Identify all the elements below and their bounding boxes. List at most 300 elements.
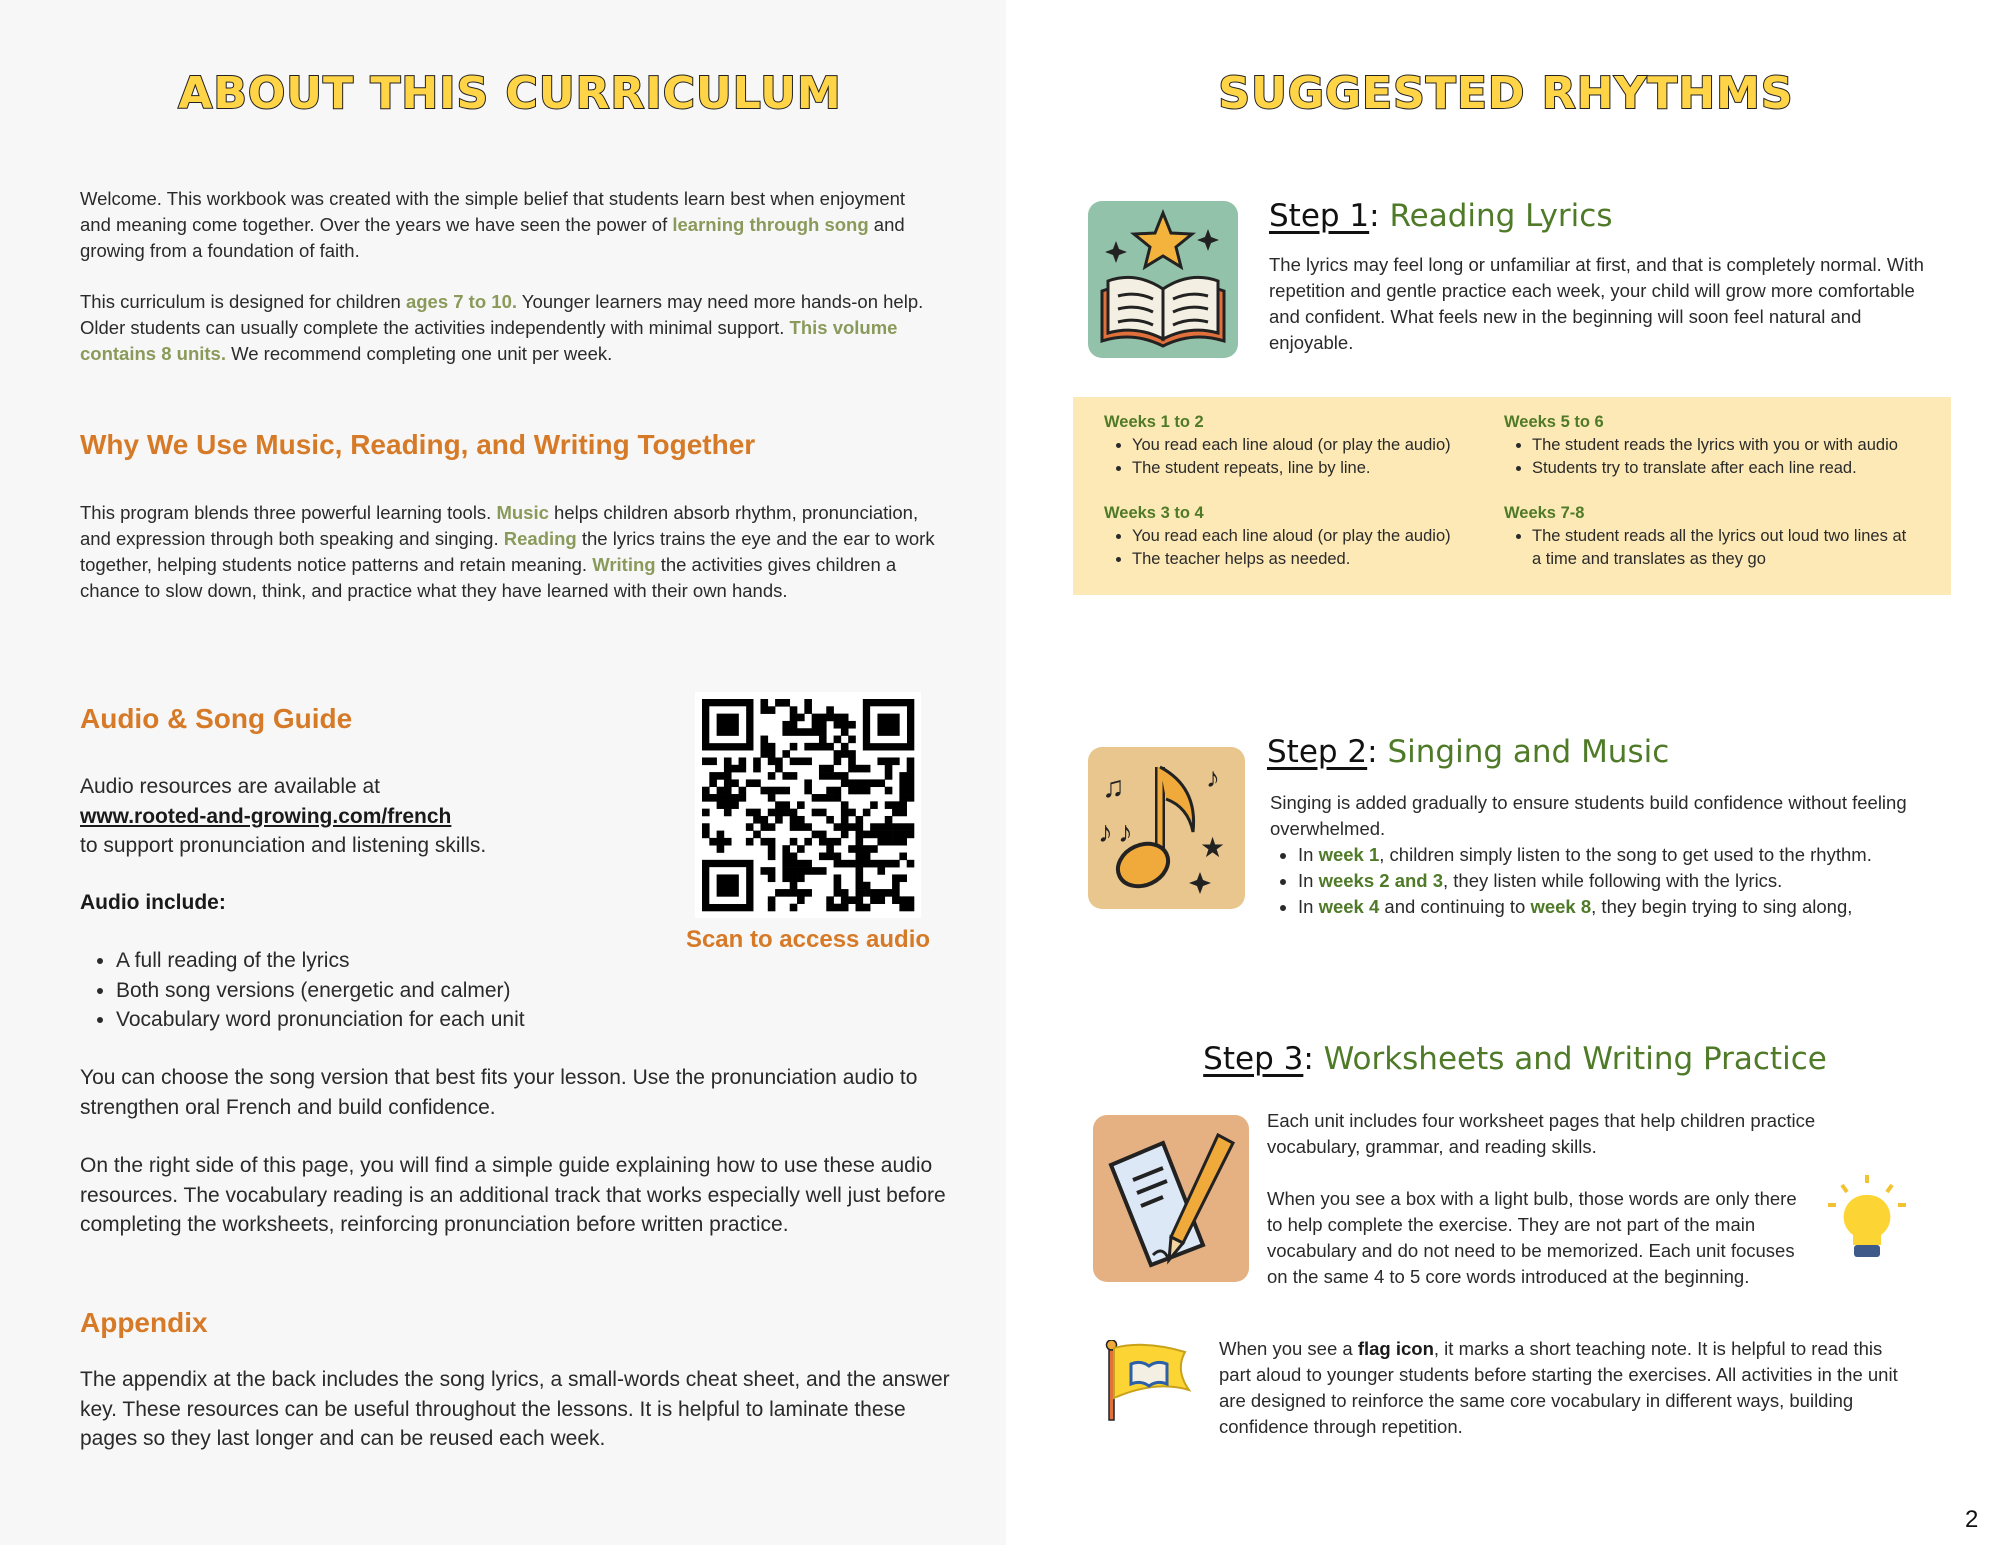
qr-module [848, 750, 856, 758]
qr-module [841, 809, 849, 817]
qr-module [899, 809, 907, 817]
qr-module [863, 765, 871, 773]
qr-module [834, 889, 842, 897]
text-segment: We recommend completing one unit per week. [225, 343, 613, 364]
qr-module [790, 823, 798, 831]
qr-module [907, 904, 915, 912]
qr-module [724, 765, 732, 773]
why-paragraph [80, 500, 940, 604]
qr-module [812, 867, 820, 875]
qr-module [702, 809, 710, 817]
step-title: Worksheets and Writing Practice [1313, 1041, 1827, 1077]
qr-module [863, 889, 871, 897]
qr-module [856, 779, 864, 787]
step-colon: : [1367, 734, 1378, 770]
qr-module [885, 838, 893, 846]
qr-module [826, 772, 834, 780]
qr-module [812, 714, 820, 722]
qr-module [731, 801, 739, 809]
qr-module [892, 889, 900, 897]
audio-items-list [80, 946, 716, 1035]
qr-module [892, 801, 900, 809]
highlight-text: Writing [592, 554, 656, 575]
qr-module [863, 809, 871, 817]
bold-text: flag icon [1357, 1338, 1434, 1359]
qr-module [877, 896, 885, 904]
svg-text:♪: ♪ [1206, 762, 1220, 793]
qr-module [790, 809, 798, 817]
list-item: • The student reads the lyrics with you or with audio [1532, 434, 1934, 457]
qr-module [863, 779, 871, 787]
qr-module [819, 772, 827, 780]
intro-paragraph [80, 186, 910, 264]
qr-module [863, 904, 871, 912]
qr-module [841, 896, 849, 904]
list-item [1298, 842, 1930, 868]
qr-module [724, 809, 732, 817]
highlight-text: Music [496, 502, 549, 523]
qr-module [885, 765, 893, 773]
qr-module [797, 714, 805, 722]
appendix-paragraph: The appendix at the back includes the song lyrics, a small-words cheat sheet, and the answer key. These resources can be useful throughout the lessons. It is helpful to laminate these pages so they last longer and can be reused each week. [80, 1368, 950, 1450]
qr-module [812, 794, 820, 802]
qr-module [804, 743, 812, 751]
qr-module [877, 757, 885, 765]
qr-module [760, 699, 768, 707]
qr-module [877, 779, 885, 787]
qr-module [848, 860, 856, 868]
qr-module [768, 853, 776, 861]
why-heading: Why We Use Music, Reading, and Writing Together [80, 429, 756, 460]
qr-module [790, 874, 798, 882]
qr-module [899, 853, 907, 861]
qr-module [790, 772, 798, 780]
qr-module [899, 787, 907, 795]
qr-module [892, 896, 900, 904]
qr-module [819, 765, 827, 773]
qr-module [717, 845, 725, 853]
qr-module [848, 765, 856, 773]
qr-module [739, 787, 747, 795]
qr-module [834, 882, 842, 890]
qr-module [804, 757, 812, 765]
qr-module [856, 838, 864, 846]
qr-module [782, 787, 790, 795]
qr-module [797, 816, 805, 824]
qr-module [797, 823, 805, 831]
step1-text: The lyrics may feel long or unfamiliar at first, and that is completely normal. With repetition and gentle practice each week, your child will grow more comfortable and confident. What feels new in the beginning will soon feel natural and enjoyable. [1269, 254, 1924, 353]
highlight-text: Reading [503, 528, 577, 549]
qr-module [768, 823, 776, 831]
text-segment: This program blends three powerful learning tools. [80, 502, 497, 523]
qr-module [834, 860, 842, 868]
qr-module [768, 809, 776, 817]
qr-module [863, 882, 871, 890]
qr-module [819, 721, 827, 729]
qr-module [834, 904, 842, 912]
highlight-text: This volume contains 8 units. [80, 317, 898, 364]
step3-heading [1203, 1041, 1827, 1077]
qr-module [804, 860, 812, 868]
qr-module [782, 845, 790, 853]
qr-module [892, 757, 900, 765]
qr-module [819, 838, 827, 846]
qr-module [841, 904, 849, 912]
page-title-rhythms: SUGGESTED RHYTHMS [1218, 68, 1794, 119]
step-label: Step 1 [1269, 198, 1370, 234]
qr-module [775, 765, 783, 773]
list-item: • The teacher helps as needed. [1132, 548, 1494, 571]
qr-module [717, 831, 725, 839]
qr-module [841, 721, 849, 729]
qr-module [790, 757, 798, 765]
audio-heading: Audio & Song Guide [80, 703, 353, 734]
qr-module [848, 787, 856, 795]
qr-module [841, 889, 849, 897]
qr-module [790, 889, 798, 897]
qr-module [702, 823, 710, 831]
qr-module [702, 757, 710, 765]
qr-module [782, 809, 790, 817]
qr-module [856, 889, 864, 897]
qr-module [877, 823, 885, 831]
qr-module [819, 809, 827, 817]
qr-module [870, 823, 878, 831]
qr-module [797, 845, 805, 853]
qr-module [892, 809, 900, 817]
qr-module [870, 889, 878, 897]
qr-module [885, 860, 893, 868]
qr-module [863, 853, 871, 861]
highlight-text: ages 7 to 10. [405, 291, 517, 312]
qr-module [760, 787, 768, 795]
text-segment: In [1298, 844, 1319, 865]
qr-module [804, 728, 812, 736]
text-segment: , they listen while following with the lyrics. [1443, 870, 1783, 891]
text-segment: , children simply listen to the song to get used to the rhythm. [1379, 844, 1872, 865]
qr-module [760, 823, 768, 831]
qr-module [899, 838, 907, 846]
qr-module [834, 787, 842, 795]
text-segment: , it marks a short teaching note. It is helpful to read this part aloud to younger students before starting the exercises. All activities in the unit are designed to reinforce the same core vocabulary in different ways, building confidence through repetition. [1219, 1338, 1898, 1437]
step2-text [1270, 790, 1930, 920]
qr-module [856, 787, 864, 795]
qr-module [907, 896, 915, 904]
qr-module [856, 823, 864, 831]
qr-module [841, 728, 849, 736]
qr-module [819, 867, 827, 875]
qr-module [877, 860, 885, 868]
qr-module [841, 816, 849, 824]
qr-module [892, 874, 900, 882]
qr-module [907, 772, 915, 780]
qr-module [870, 896, 878, 904]
qr-module [797, 757, 805, 765]
qr-module [717, 772, 725, 780]
qr-module [907, 860, 915, 868]
qr-module [775, 801, 783, 809]
audio-include-label: Audio include: [80, 891, 226, 914]
qr-module [768, 757, 776, 765]
qr-module [768, 874, 776, 882]
qr-module [856, 816, 864, 824]
qr-module [834, 714, 842, 722]
step-colon: : [1303, 1041, 1314, 1077]
qr-module [797, 889, 805, 897]
qr-module [797, 867, 805, 875]
qr-module [760, 750, 768, 758]
qr-module [870, 860, 878, 868]
qr-module [782, 750, 790, 758]
qr-module [841, 750, 849, 758]
step2-intro: Singing is added gradually to ensure students build confidence without feeling overwhelmed. [1270, 792, 1907, 839]
right-side-paragraph: On the right side of this page, you will find a simple guide explaining how to use these audio resources. The vocabulary reading is an additional track that works especially well just before completing the worksheets, reinforcing pronunciation before written practice. [80, 1154, 946, 1236]
qr-module [812, 743, 820, 751]
qr-module [753, 831, 761, 839]
qr-module [841, 831, 849, 839]
qr-module [768, 743, 776, 751]
qr-module [870, 801, 878, 809]
qr-module [797, 801, 805, 809]
qr-module [790, 728, 798, 736]
qr-module [768, 794, 776, 802]
audio-link[interactable]: www.rooted-and-growing.com/french [80, 804, 452, 828]
qr-module [841, 779, 849, 787]
qr-module [826, 794, 834, 802]
qr-module [782, 853, 790, 861]
qr-module [717, 787, 725, 795]
qr-module [841, 860, 849, 868]
qr-module [797, 860, 805, 868]
step1-heading [1269, 198, 1613, 234]
qr-module [760, 816, 768, 824]
highlight-text: weeks 2 and 3 [1318, 870, 1444, 891]
qr-module [841, 801, 849, 809]
list-item [1298, 894, 1930, 920]
text-segment: , they begin trying to sing along, [1591, 896, 1853, 917]
qr-module [885, 757, 893, 765]
qr-module [885, 787, 893, 795]
qr-module [760, 736, 768, 744]
qr-module [768, 838, 776, 846]
qr-module [892, 882, 900, 890]
qr-module [790, 743, 798, 751]
qr-module [863, 787, 871, 795]
weeks-heading: Weeks 1 to 2 [1104, 413, 1204, 431]
step-label: Step 3 [1203, 1041, 1304, 1077]
qr-module [709, 772, 717, 780]
qr-module [848, 845, 856, 853]
highlight-text: week 4 [1318, 896, 1380, 917]
qr-module [797, 896, 805, 904]
qr-module [746, 809, 754, 817]
qr-module [899, 794, 907, 802]
text-segment: Younger learners may need more hands-on help. Older students can usually complete the activities independently with minimal support. [80, 291, 924, 338]
qr-module [775, 787, 783, 795]
qr-module [790, 867, 798, 875]
qr-module [702, 794, 710, 802]
light-bulb-icon [1822, 1173, 1912, 1265]
qr-module [826, 706, 834, 714]
qr-module [709, 794, 717, 802]
qr-module [834, 823, 842, 831]
qr-module [782, 860, 790, 868]
qr-module [746, 838, 754, 846]
qr-module [753, 809, 761, 817]
flag-icon [1105, 1340, 1197, 1422]
qr-module [775, 699, 783, 707]
qr-module [907, 794, 915, 802]
qr-module [848, 823, 856, 831]
text-segment: When you see a [1219, 1338, 1358, 1359]
qr-module [775, 816, 783, 824]
qr-module [877, 831, 885, 839]
qr-module [753, 816, 761, 824]
qr-module [768, 706, 776, 714]
qr-module [760, 743, 768, 751]
qr-module [804, 889, 812, 897]
qr-module [877, 838, 885, 846]
qr-module [899, 874, 907, 882]
qr-module [709, 838, 717, 846]
qr-module [760, 838, 768, 846]
step-colon: : [1369, 198, 1380, 234]
audio-resources [80, 772, 680, 861]
qr-module [760, 706, 768, 714]
qr-module [724, 779, 732, 787]
qr-module [877, 889, 885, 897]
qr-module [782, 867, 790, 875]
qr-module [826, 853, 834, 861]
qr-module [856, 831, 864, 839]
qr-module [804, 838, 812, 846]
qr-module [709, 757, 717, 765]
text-segment: This curriculum is designed for children [80, 291, 406, 312]
qr-module [885, 816, 893, 824]
qr-module [826, 787, 834, 795]
qr-module [819, 831, 827, 839]
qr-module [804, 706, 812, 714]
qr-module [907, 765, 915, 773]
qr-module [856, 765, 864, 773]
qr-module [753, 757, 761, 765]
qr-module [856, 853, 864, 861]
qr-module [885, 889, 893, 897]
qr-module [826, 904, 834, 912]
qr-module [907, 757, 915, 765]
qr-module [856, 882, 864, 890]
text-segment: Welcome. This workbook was created with the simple belief that students learn best when enjoyment and meaning come together. Over the years we have seen the power of [80, 188, 906, 235]
open-book-star-icon [1088, 201, 1238, 358]
qr-module [892, 860, 900, 868]
svg-text:♫: ♫ [1102, 771, 1125, 804]
svg-text:★: ★ [1200, 832, 1226, 863]
qr-module [753, 765, 761, 773]
qr-module [739, 765, 747, 773]
qr-module [899, 772, 907, 780]
qr-code[interactable] [695, 692, 921, 918]
list-item [1298, 868, 1930, 894]
text-segment: In [1298, 896, 1319, 917]
list-item: • The student repeats, line by line. [1132, 457, 1494, 480]
qr-module [848, 779, 856, 787]
qr-module [790, 860, 798, 868]
step3-text-2: When you see a box with a light bulb, those words are only there to help complete the exercise. They are not part of the main vocabulary and do not need to be memorized. Each unit focuses on the same 4 to 5 core words introduced at the beginning. [1267, 1188, 1797, 1287]
qr-module [782, 801, 790, 809]
qr-module [877, 714, 899, 736]
qr-module [841, 714, 849, 722]
qr-module [841, 823, 849, 831]
highlight-text: learning through song [672, 214, 869, 235]
qr-module [812, 721, 820, 729]
qr-module [790, 853, 798, 861]
qr-module [841, 743, 849, 751]
qr-module [739, 794, 747, 802]
highlight-text: week 8 [1530, 896, 1592, 917]
qr-module [834, 750, 842, 758]
step-label: Step 2 [1267, 734, 1368, 770]
list-item: • You read each line aloud (or play the audio) [1132, 434, 1494, 457]
qr-module [826, 765, 834, 773]
qr-module [834, 874, 842, 882]
weeks-heading: Weeks 7-8 [1504, 504, 1585, 522]
qr-module [819, 743, 827, 751]
qr-module [724, 801, 732, 809]
qr-module [753, 779, 761, 787]
qr-module [834, 736, 842, 744]
weeks-group [1104, 411, 1494, 480]
qr-module [702, 831, 710, 839]
svg-text:♪: ♪ [1098, 816, 1113, 849]
qr-module [892, 831, 900, 839]
qr-module [746, 779, 754, 787]
text-segment: the lyrics trains the eye and the ear to work together, helping students notice patterns and retain meaning. [80, 528, 935, 575]
qr-module [834, 853, 842, 861]
qr-module [804, 867, 812, 875]
qr-module [812, 809, 820, 817]
qr-module [856, 867, 864, 875]
qr-module [899, 779, 907, 787]
audio-line: to support pronunciation and listening skills. [80, 834, 487, 857]
choose-paragraph: You can choose the song version that best fits your lesson. Use the pronunciation audio to strengthen oral French and build confidence. [80, 1066, 918, 1119]
qr-module [819, 714, 827, 722]
qr-module [826, 845, 834, 853]
qr-module [812, 831, 820, 839]
qr-module [885, 823, 893, 831]
qr-module [782, 699, 790, 707]
appendix-heading: Appendix [80, 1307, 208, 1338]
list-item: • Vocabulary word pronunciation for each unit [116, 1005, 716, 1035]
flag-note-text [1219, 1336, 1899, 1440]
qr-module [768, 867, 776, 875]
qr-module [768, 750, 776, 758]
qr-module [841, 772, 849, 780]
qr-module [717, 714, 739, 736]
qr-module [834, 721, 842, 729]
weeks-schedule-box [1073, 397, 1951, 595]
qr-module [768, 896, 776, 904]
qr-module [870, 831, 878, 839]
qr-module [848, 896, 856, 904]
qr-module [907, 831, 915, 839]
qr-module [885, 831, 893, 839]
qr-module [899, 801, 907, 809]
qr-module [790, 838, 798, 846]
qr-module [804, 779, 812, 787]
qr-module [782, 721, 790, 729]
qr-module [848, 736, 856, 744]
qr-module [826, 714, 834, 722]
